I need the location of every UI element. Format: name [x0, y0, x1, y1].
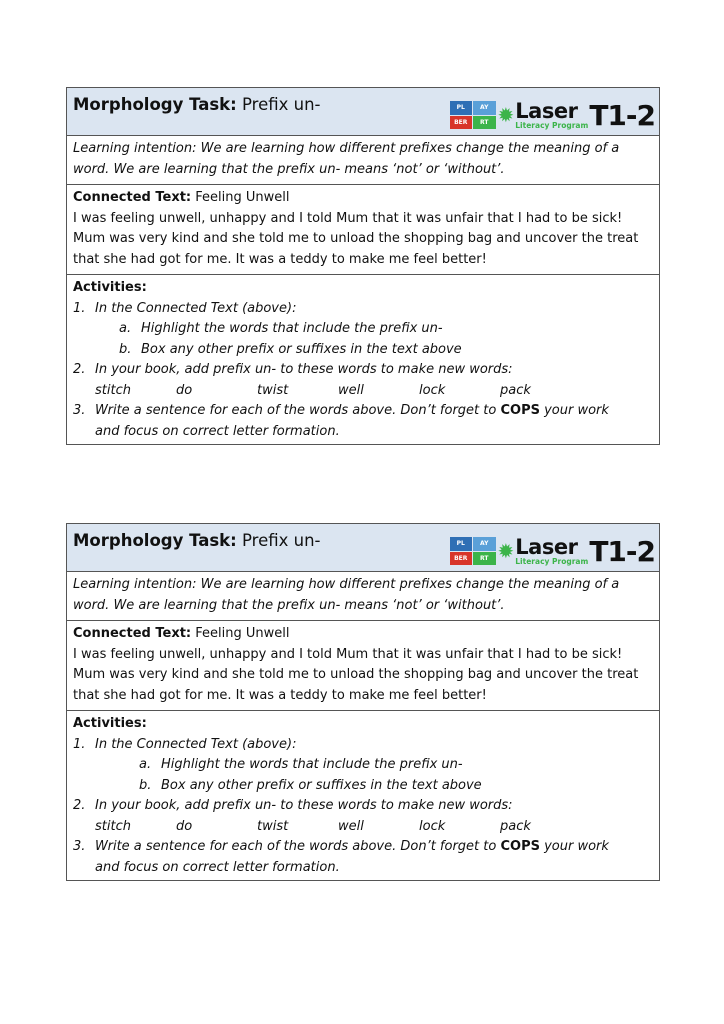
- puzzle-piece: RT: [473, 116, 496, 130]
- word: stitch: [95, 818, 131, 834]
- logo-word: Laser: [515, 98, 578, 123]
- laser-logo: [450, 535, 655, 567]
- activity-1: [73, 299, 653, 320]
- puzzle-icon: [450, 101, 496, 129]
- title-topic: Prefix un-: [236, 531, 321, 550]
- connected-text-title: Feeling Unwell: [191, 190, 290, 205]
- activity-1: [73, 735, 653, 756]
- list-number: 2.: [73, 362, 86, 377]
- title-label: Morphology Task:: [73, 95, 237, 114]
- connected-text-section: [67, 621, 659, 711]
- word: stitch: [95, 382, 131, 398]
- activities-label: Activities:: [73, 280, 147, 295]
- connected-text-label: Connected Text:: [73, 626, 192, 641]
- logo-level: T1-2: [589, 534, 655, 568]
- activity-text: Write a sentence for each of the words above. Don’t forget to: [95, 403, 501, 418]
- task-card: [66, 87, 660, 445]
- activity-text: Highlight the words that include the prefix un-: [141, 321, 443, 336]
- list-number: 3.: [73, 839, 86, 854]
- activity-text: In the Connected Text (above):: [95, 736, 297, 752]
- activity-text: your work: [539, 403, 609, 418]
- activities-section: [67, 711, 659, 880]
- word: well: [338, 818, 364, 834]
- learning-intention: Learning intention: We are learning how different prefixes change the meaning of a word. We are learning that the prefix un- means ‘not’ or ‘without’.: [67, 136, 659, 185]
- list-letter: a.: [139, 757, 152, 772]
- laser-logo: [450, 99, 655, 131]
- activity-text: your work: [539, 839, 609, 854]
- cops-term: COPS: [500, 403, 540, 418]
- activity-2: [73, 796, 653, 817]
- activity-1b: [73, 776, 653, 797]
- learning-intention: Learning intention: We are learning how different prefixes change the meaning of a word. We are learning that the prefix un- means ‘not’ or ‘without’.: [67, 572, 659, 621]
- activity-text: Box any other prefix or suffixes in the text above: [141, 341, 462, 357]
- list-number: 1.: [73, 300, 86, 316]
- card-header: [67, 524, 659, 572]
- list-letter: b.: [119, 341, 132, 357]
- activity-text: In your book, add prefix un- to these words to make new words:: [95, 362, 513, 377]
- activities-label: Activities:: [73, 716, 147, 731]
- word-list: [73, 817, 653, 838]
- laser-burst-icon: ✹: [497, 539, 515, 563]
- activity-2: [73, 360, 653, 381]
- word: lock: [419, 382, 446, 398]
- puzzle-piece: PL: [450, 101, 473, 115]
- list-letter: b.: [139, 777, 152, 793]
- activity-text: In your book, add prefix un- to these words to make new words:: [95, 798, 513, 813]
- logo-word: Laser: [515, 534, 578, 559]
- activity-text: Write a sentence for each of the words above. Don’t forget to: [95, 839, 501, 854]
- list-number: 3.: [73, 403, 86, 418]
- title-topic: Prefix un-: [236, 95, 321, 114]
- activity-1a: [73, 755, 653, 776]
- activity-3: [73, 401, 653, 422]
- logo-level: T1-2: [589, 98, 655, 132]
- word: well: [338, 382, 364, 398]
- list-number: 2.: [73, 798, 86, 813]
- card-header: [67, 88, 659, 136]
- activity-3: [73, 837, 653, 858]
- connected-text-title: Feeling Unwell: [191, 626, 290, 641]
- activity-3-continued: and focus on correct letter formation.: [95, 859, 340, 875]
- list-letter: a.: [119, 321, 132, 336]
- word: lock: [419, 818, 446, 834]
- word: pack: [500, 382, 531, 398]
- task-card: [66, 523, 660, 881]
- activity-text: Box any other prefix or suffixes in the text above: [161, 777, 482, 793]
- activity-3-continued: and focus on correct letter formation.: [95, 423, 340, 439]
- logo-subtitle: Literacy Program: [515, 120, 589, 130]
- logo-subtitle: Literacy Program: [515, 556, 589, 566]
- puzzle-piece: AY: [473, 101, 496, 115]
- card-title: [73, 95, 321, 114]
- puzzle-icon: [450, 537, 496, 565]
- list-number: 1.: [73, 736, 86, 752]
- connected-text-section: [67, 185, 659, 275]
- connected-text-body: I was feeling unwell, unhappy and I told Mum that it was unfair that I had to be sick! Mum was very kind and she told me to unload the shopping bag and uncover the treat that she had got for me. It was a teddy to make me feel better!: [73, 210, 639, 267]
- word: do: [176, 382, 193, 398]
- puzzle-piece: AY: [473, 537, 496, 551]
- word-list: [73, 381, 653, 402]
- puzzle-piece: RT: [473, 552, 496, 566]
- card-title: [73, 531, 321, 550]
- connected-text-label: Connected Text:: [73, 190, 192, 205]
- word: twist: [257, 382, 289, 398]
- word: do: [176, 818, 193, 834]
- title-label: Morphology Task:: [73, 531, 237, 550]
- word: pack: [500, 818, 531, 834]
- activity-1b: [73, 340, 653, 361]
- activity-text: Highlight the words that include the prefix un-: [161, 757, 463, 772]
- word: twist: [257, 818, 289, 834]
- puzzle-piece: BER: [450, 116, 473, 130]
- laser-burst-icon: ✹: [497, 103, 515, 127]
- activity-1a: [73, 319, 653, 340]
- connected-text-body: I was feeling unwell, unhappy and I told Mum that it was unfair that I had to be sick! Mum was very kind and she told me to unload the shopping bag and uncover the treat that she had got for me. It was a teddy to make me feel better!: [73, 646, 639, 703]
- puzzle-piece: PL: [450, 537, 473, 551]
- activity-text: In the Connected Text (above):: [95, 300, 297, 316]
- cops-term: COPS: [500, 839, 540, 854]
- activities-section: [67, 275, 659, 444]
- puzzle-piece: BER: [450, 552, 473, 566]
